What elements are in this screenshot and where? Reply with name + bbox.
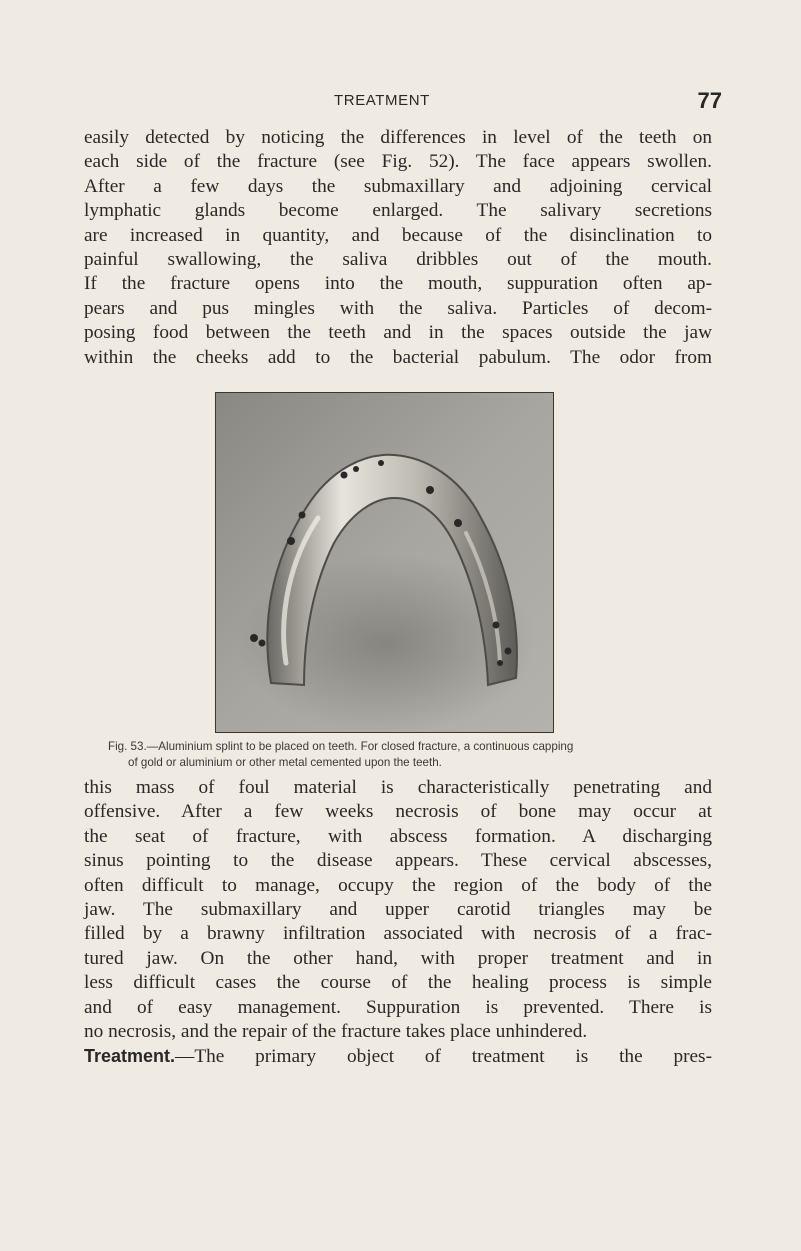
text-line: tured jaw. On the other hand, with proper treatment and in bbox=[84, 947, 712, 969]
text-line: easily detected by noticing the differences in level of the teeth on bbox=[84, 127, 712, 148]
text-line: often difficult to manage, occupy the region of the body of the bbox=[84, 874, 712, 896]
text-line: the seat of fracture, with abscess formation. A discharging bbox=[84, 825, 712, 847]
body-text-bottom bbox=[84, 776, 712, 1069]
text-line: are increased in quantity, and because of the disinclination to bbox=[84, 224, 712, 246]
caption-line: of gold or aluminium or other metal cemented upon the teeth. bbox=[128, 756, 442, 769]
text-line: sinus pointing to the disease appears. These cervical abscesses, bbox=[84, 850, 712, 872]
text-line: each side of the fracture (see Fig. 52). The face appears swollen. bbox=[84, 151, 712, 173]
caption-line: Fig. 53.—Aluminium splint to be placed on teeth. For closed fracture, a continuous capping bbox=[108, 740, 574, 753]
text-line: and of easy management. Suppuration is prevented. There is bbox=[84, 996, 712, 1018]
treatment-paragraph bbox=[84, 1044, 712, 1068]
text-line: posing food between the teeth and in the spaces outside the jaw bbox=[84, 322, 712, 344]
text-line: painful swallowing, the saliva dribbles out of the mouth. bbox=[84, 248, 712, 270]
text-line: offensive. After a few weeks necrosis of bone may occur at bbox=[84, 801, 712, 823]
text-line: within the cheeks add to the bacterial pabulum. The odor from bbox=[84, 346, 712, 368]
body-text-top bbox=[84, 126, 712, 370]
text-line: lymphatic glands become enlarged. The salivary secretions bbox=[84, 200, 712, 222]
figure-caption bbox=[108, 739, 708, 771]
splint-photograph bbox=[216, 393, 553, 732]
text-line: no necrosis, and the repair of the fracture takes place unhindered. bbox=[84, 1020, 588, 1042]
running-title: TREATMENT bbox=[334, 92, 430, 109]
text-line: this mass of foul material is characteristically penetrating and bbox=[84, 777, 712, 798]
text-line: filled by a brawny infiltration associated with necrosis of a frac- bbox=[84, 923, 712, 945]
text-line: less difficult cases the course of the healing process is simple bbox=[84, 972, 712, 994]
text-line: pears and pus mingles with the saliva. Particles of decom- bbox=[84, 297, 712, 319]
text-line: If the fracture opens into the mouth, suppuration often ap- bbox=[84, 273, 712, 295]
running-head bbox=[84, 88, 724, 120]
text-line: After a few days the submaxillary and adjoining cervical bbox=[84, 175, 712, 197]
figure-photo bbox=[215, 392, 554, 733]
paragraph-text: —The primary object of treatment is the pres- bbox=[175, 1046, 712, 1068]
run-in-heading: Treatment. bbox=[84, 1046, 176, 1067]
text-line: jaw. The submaxillary and upper carotid triangles may be bbox=[84, 898, 712, 920]
page-number: 77 bbox=[697, 88, 722, 113]
